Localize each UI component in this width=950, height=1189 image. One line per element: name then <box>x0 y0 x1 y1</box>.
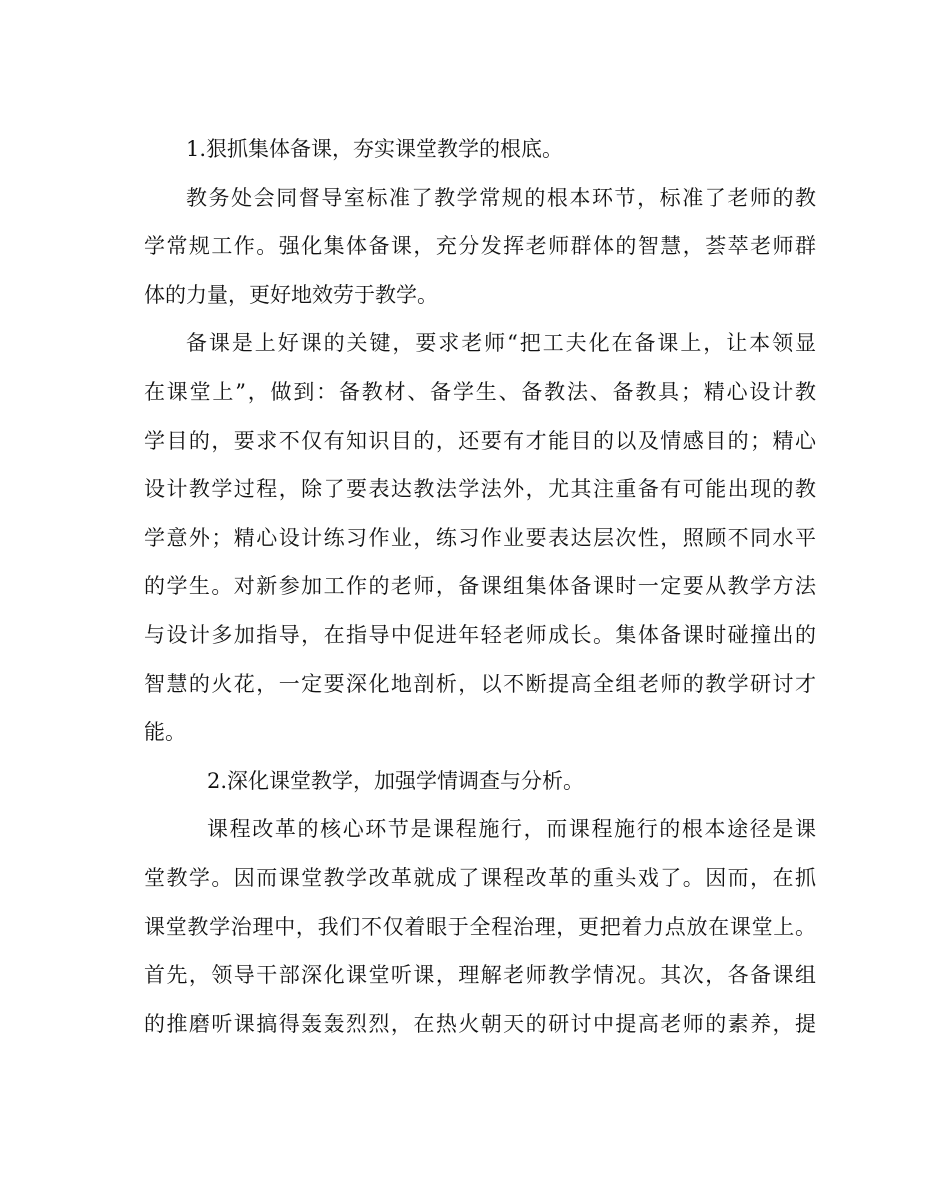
paragraph-2-line-1: 备课是上好课的关键，要求老师“把工夫化在备课上，让本领显 <box>186 331 816 356</box>
document-body <box>144 125 816 1048</box>
paragraph-2-line-3: 学目的，要求不仅有知识目的，还要有才能目的以及情感目的；精心 <box>144 428 816 453</box>
heading-1: 1.狠抓集体备课，夯实课堂教学的根底。 <box>186 137 564 161</box>
paragraph-1-line-2: 学常规工作。强化集体备课，充分发挥老师群体的智慧，荟萃老师群 <box>144 234 816 259</box>
paragraph-2-line-9: 能。 <box>144 720 186 745</box>
paragraph-1-line-3: 体的力量，更好地效劳于教学。 <box>144 282 438 307</box>
paragraph-3-line-2: 堂教学。因而课堂教学改革就成了课程改革的重头戏了。因而，在抓 <box>144 865 816 890</box>
paragraph-3-line-3: 课堂教学治理中，我们不仅着眼于全程治理，更把着力点放在课堂上。 <box>144 914 816 939</box>
paragraph-3-line-1: 课程改革的核心环节是课程施行，而课程施行的根本途径是课 <box>207 817 816 842</box>
paragraph-1-line-1: 教务处会同督导室标准了教学常规的根本环节，标准了老师的教 <box>186 185 816 210</box>
paragraph-2-line-4: 设计教学过程，除了要表达教法学法外，尤其注重备有可能出现的教 <box>144 477 816 502</box>
paragraph-2-line-2: 在课堂上”，做到：备教材、备学生、备教法、备教具；精心设计教 <box>144 379 816 404</box>
paragraph-2-line-8: 智慧的火花，一定要深化地剖析，以不断提高全组老师的教学研讨才 <box>144 671 816 696</box>
paragraph-3-line-5: 的推磨听课搞得轰轰烈烈，在热火朝天的研讨中提高老师的素养，提 <box>144 1011 816 1036</box>
heading-2: 2.深化课堂教学，加强学情调查与分析。 <box>207 768 585 793</box>
paragraph-3-line-4: 首先，领导干部深化课堂听课，理解老师教学情况。其次，各备课组 <box>144 963 816 988</box>
paragraph-2-line-6: 的学生。对新参加工作的老师，备课组集体备课时一定要从教学方法 <box>144 574 816 599</box>
paragraph-2-line-7: 与设计多加指导，在指导中促进年轻老师成长。集体备课时碰撞出的 <box>144 622 816 647</box>
paragraph-2-line-5: 学意外；精心设计练习作业，练习作业要表达层次性，照顾不同水平 <box>144 525 816 550</box>
